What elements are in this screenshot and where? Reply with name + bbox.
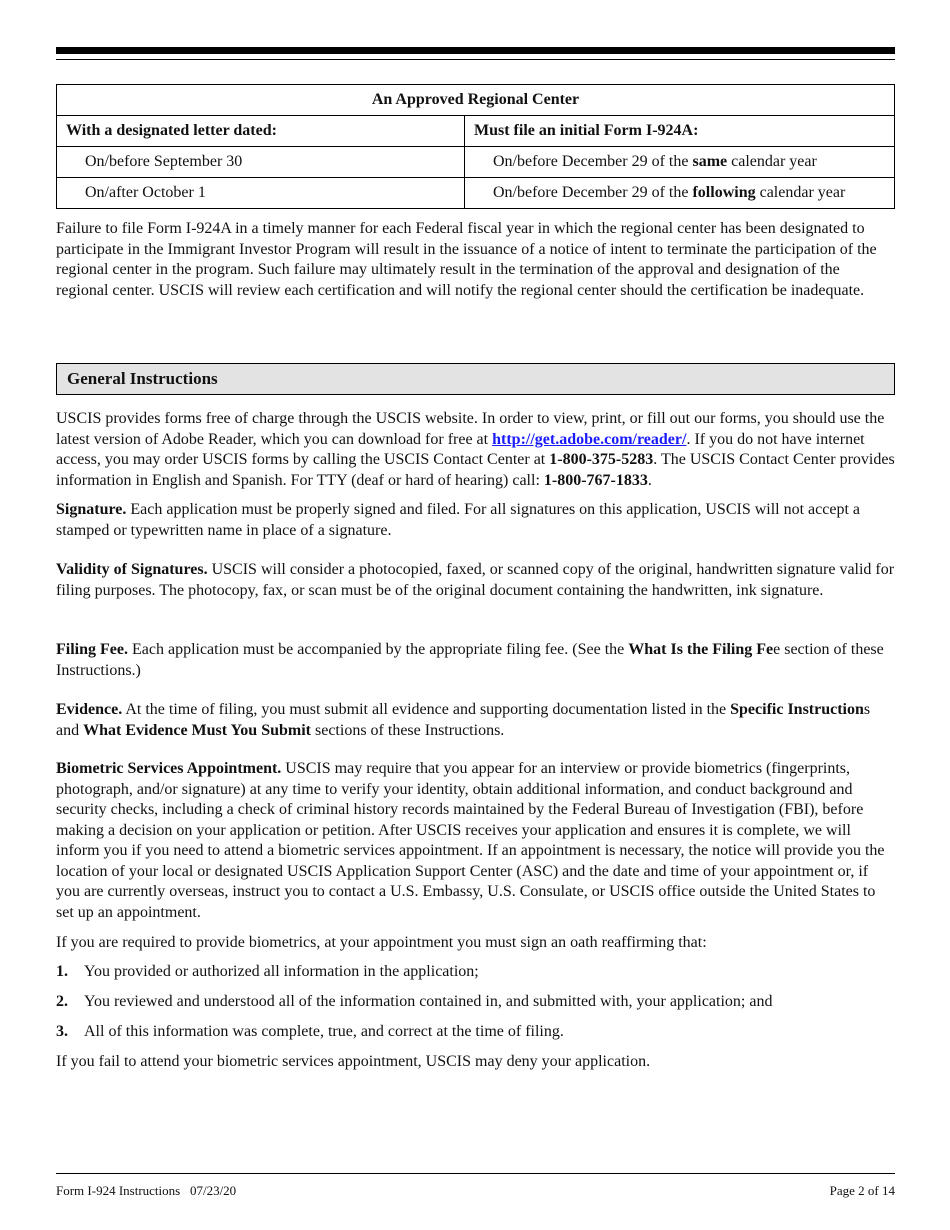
table-cell: On/before December 29 of the following calendar year — [465, 178, 895, 209]
tty-phone: 1-800-767-1833 — [543, 471, 648, 489]
table-header-col1: With a designated letter dated: — [57, 116, 465, 147]
list-item: 3. All of this information was complete, true, and correct at the time of filing. — [56, 1023, 564, 1040]
general-instructions-heading: General Instructions — [56, 363, 895, 395]
table-cell: On/before September 30 — [57, 147, 465, 178]
table-row — [57, 178, 895, 209]
footer-page-number: Page 2 of 14 — [829, 1183, 895, 1198]
list-item: 1. You provided or authorized all information in the application; — [56, 963, 479, 980]
table-caption: An Approved Regional Center — [57, 85, 895, 116]
signature-paragraph: Signature. Each application must be properly signed and filed. For all signatures on this application, USCIS will not accept a stamped or typewritten name in place of a signature. — [56, 501, 861, 539]
top-thin-rule — [56, 59, 895, 60]
oath-intro: If you are required to provide biometrics, at your appointment you must sign an oath reaffirming that: — [56, 934, 707, 951]
list-item: 2. You reviewed and understood all of the information contained in, and submitted with, your application; and — [56, 993, 773, 1010]
table-row — [57, 147, 895, 178]
contact-center-phone: 1-800-375-5283 — [549, 451, 654, 468]
filing-fee-paragraph: Filing Fee. Each application must be accompanied by the appropriate filing fee. (See the What Is the Filing Fee section of these Instructions.) — [56, 641, 884, 679]
closing-paragraph: If you fail to attend your biometric services appointment, USCIS may deny your application. — [56, 1053, 651, 1070]
biometric-paragraph: Biometric Services Appointment. USCIS may require that you appear for an interview or provide biometrics (fingerprints, photograph, and/or signature) at any time to verify your identity, obtain additional information, and conduct background and security checks, including a check of criminal history records maintained by the Federal Bureau of Investigation (FBI), before making a decision on your application or petition. After USCIS receives your application and ensures it is complete, we will inform you if you need to attend a biometric services appointment. If an appointment is necessary, the notice will provide you the location of your local or designated USCIS Application Support Center (ASC) and the date and time of your appointment or, if you are currently overseas, instruct you to contact a U.S. Embassy, U.S. Consulate, or USCIS office outside the United States to set up an appointment. — [56, 760, 885, 921]
failure-paragraph: Failure to file Form I-924A in a timely manner for each Federal fiscal year in which the regional center has been designated to participate in the Immigrant Investor Program will result in the issuance of a notice of intent to terminate the participation of the regional center in the program. Such failure may ultimately result in the termination of the approval and designation of the regional center. USCIS will review each certification and will notify the regional center should the certification be inadequate. — [56, 220, 877, 299]
intro-paragraph: USCIS provides forms free of charge through the USCIS website. In order to view, print, or fill out our forms, you should use the latest version of Adobe Reader, which you can download for free at http://get.adobe.com/reader/. If you do not have internet access, you may order USCIS forms by calling the USCIS Contact Center at 1-800-375-5283. The USCIS Contact Center provides information in English and Spanish. For TTY (deaf or hard of hearing) call: 1-800-767-1833. — [56, 410, 895, 489]
table-cell: On/before December 29 of the same calendar year — [465, 147, 895, 178]
footer-rule — [56, 1173, 895, 1174]
evidence-paragraph: Evidence. At the time of filing, you must submit all evidence and supporting documentation listed in the Specific Instructions and What Evidence Must You Submit sections of these Instructions. — [56, 701, 871, 739]
footer-form-id: Form I-924 Instructions 07/23/20 — [56, 1183, 237, 1198]
validity-paragraph: Validity of Signatures. USCIS will consider a photocopied, faxed, or scanned copy of the original, handwritten signature valid for filing purposes. The photocopy, fax, or scan must be of the original document containing the handwritten, ink signature. — [56, 561, 895, 599]
table-header-col2: Must file an initial Form I-924A: — [465, 116, 895, 147]
regional-center-table — [56, 84, 895, 209]
top-thick-rule — [56, 47, 895, 54]
adobe-reader-link[interactable]: http://get.adobe.com/reader/ — [492, 430, 687, 448]
table-cell: On/after October 1 — [57, 178, 465, 209]
